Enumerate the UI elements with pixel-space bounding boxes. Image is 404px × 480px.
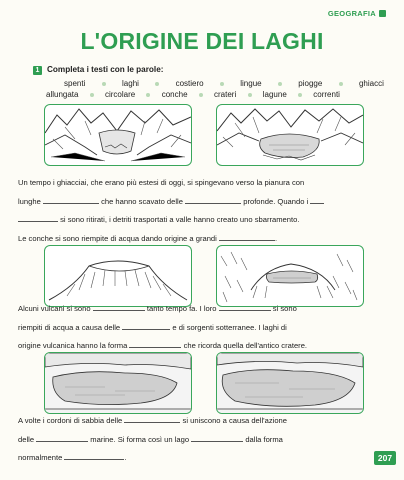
text-fragment: si sono ritirati, i detriti trasportati a valle hanno creato uno sbarramento. [60, 215, 300, 224]
word-bank-item: conche [161, 90, 188, 99]
crater-lake-illustration [216, 245, 364, 307]
paragraph-volcanoes [18, 300, 378, 356]
paragraph-lagoons [18, 412, 378, 468]
text-fragment: dalla forma [245, 434, 283, 444]
word-bank-item: spenti [64, 79, 86, 88]
text-fragment: origine vulcanica hanno la forma [18, 341, 128, 350]
word-bank-item: allungata [46, 90, 79, 99]
text-fragment: che hanno scavato delle [101, 196, 183, 206]
volcano-crater-illustration [44, 245, 192, 307]
word-bank-row-2 [46, 90, 340, 99]
bullet-icon [298, 93, 302, 97]
answer-blank[interactable] [191, 432, 243, 442]
text-fragment: Alcuni vulcani si sono [18, 304, 91, 313]
answer-blank[interactable] [64, 450, 127, 462]
volcano-crater-drawing [45, 246, 191, 306]
answer-blank[interactable] [129, 338, 181, 348]
answer-blank[interactable] [18, 212, 58, 222]
word-bank-item: costiero [175, 79, 204, 88]
answer-blank[interactable] [36, 432, 88, 442]
text-fragment: marine. Si forma così un lago [90, 434, 190, 444]
word-bank-item: piogge [298, 79, 323, 88]
answer-blank[interactable] [185, 194, 241, 204]
exercise-number: 1 [33, 66, 42, 75]
text-fragment: si uniscono a causa dell'azione [182, 416, 287, 425]
text-fragment: . [124, 453, 127, 462]
section-label: GEOGRAFIA [327, 9, 376, 18]
text-fragment: profonde. Quando i [243, 196, 309, 206]
text-line [18, 300, 378, 319]
text-line [18, 211, 378, 230]
text-fragment: riempiti di acqua a causa delle [18, 322, 121, 332]
word-bank-item: lagune [262, 90, 287, 99]
bullet-icon [339, 82, 343, 86]
section-square-icon [379, 10, 386, 17]
text-fragment: lunghe [18, 196, 41, 206]
text-line [18, 412, 378, 431]
answer-blank[interactable] [219, 301, 271, 311]
bullet-icon [90, 93, 94, 97]
coastal-lagoon-illustration [216, 352, 364, 414]
glacier-lake-illustration [216, 104, 364, 166]
word-bank-item: circolare [104, 90, 136, 99]
coastal-lagoon-drawing [217, 353, 363, 413]
glacier-valley-illustration [44, 104, 192, 166]
word-bank-item: correnti [313, 90, 340, 99]
text-fragment: si sono [272, 304, 297, 313]
text-fragment: delle [18, 434, 35, 444]
bullet-icon [199, 93, 203, 97]
section-tag [328, 9, 386, 18]
word-bank-row-1 [64, 79, 384, 88]
word-bank-item: laghi [122, 79, 139, 88]
word-bank-item: ghiacci [358, 79, 384, 88]
answer-blank[interactable] [122, 320, 170, 330]
glacier-lake-drawing [217, 105, 363, 165]
text-line: Un tempo i ghiacciai, che erano più estesi di oggi, si spingevano verso la pianura con [18, 178, 305, 187]
text-fragment: normalmente [18, 453, 63, 462]
bullet-icon [146, 93, 150, 97]
glacier-valley-drawing [45, 105, 191, 165]
text-fragment: tanto tempo fa. I loro [146, 304, 217, 313]
bullet-icon [248, 93, 252, 97]
word-bank-item: crateri [214, 90, 237, 99]
answer-blank[interactable] [124, 413, 180, 423]
word-bank-item: lingue [240, 79, 262, 88]
bullet-icon [220, 82, 224, 86]
text-fragment: Le conche si sono riempite di acqua dando origine a grandi [18, 233, 217, 243]
answer-blank[interactable] [219, 231, 278, 243]
coastal-lagoon-forming-drawing [45, 353, 191, 413]
bullet-icon [102, 82, 106, 86]
bullet-icon [278, 82, 282, 86]
coastal-lagoon-forming-illustration [44, 352, 192, 414]
paragraph-glaciers [18, 174, 378, 248]
text-line [18, 431, 378, 450]
answer-blank[interactable] [43, 194, 99, 204]
bullet-icon [155, 82, 159, 86]
text-line [18, 319, 378, 338]
text-fragment: e di sorgenti sotterranee. I laghi di [172, 322, 287, 332]
exercise-instruction: Completa i testi con le parole: [47, 65, 164, 74]
text-fragment: . [274, 233, 278, 243]
text-line [18, 449, 378, 468]
text-fragment: che ricorda quella dell'antico cratere. [183, 341, 308, 350]
answer-blank[interactable] [310, 194, 324, 204]
answer-blank[interactable] [93, 301, 145, 311]
text-fragment: A volte i cordoni di sabbia delle [18, 416, 123, 425]
text-line [18, 193, 378, 212]
crater-lake-drawing [217, 246, 363, 306]
page-number: 207 [374, 451, 396, 465]
page-title: L'ORIGINE DEI LAGHI [80, 28, 324, 54]
